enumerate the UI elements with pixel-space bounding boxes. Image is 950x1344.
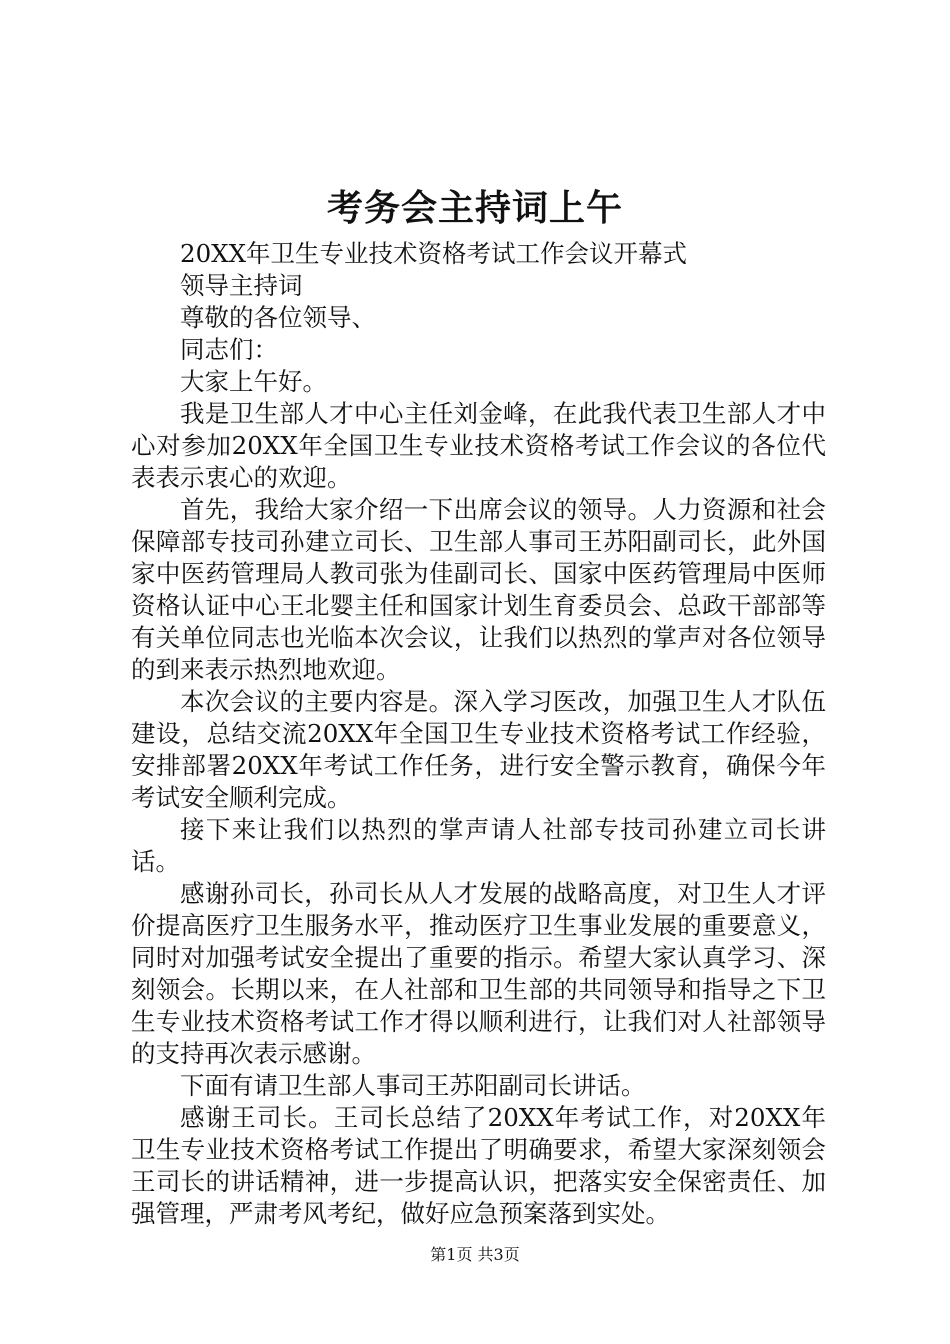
paragraph-meeting-name: 20XX年卫生专业技术资格考试工作会议开幕式 [180, 239, 688, 268]
paragraph-thank-wang: 感谢王司长。王司长总结了20XX年考试工作，对20XX年卫生专业技术资格考试工作提出了明确要求，希望大家深刻领会王司长的讲话精神，进一步提高认识，把落实安全保密责任、加强管理，严肃考风考纪，做好应急预案落到实处。 [131, 1103, 826, 1228]
paragraph-salutation-comrades: 同志们： [180, 335, 278, 364]
paragraph-welcome: 我是卫生部人才中心主任刘金峰，在此我代表卫生部人才中心对参加20XX年全国卫生专业技术资格考试工作会议的各位代表表示衷心的欢迎。 [131, 399, 826, 492]
paragraph-thank-sun: 感谢孙司长，孙司长从人才发展的战略高度，对卫生人才评价提高医疗卫生服务水平，推动医疗卫生事业发展的重要意义，同时对加强考试安全提出了重要的指示。希望大家认真学习、深刻领会。长期以来，在人社部和卫生部的共同领导和指导之下卫生专业技术资格考试工作才得以顺利进行，让我们对人社部领导的支持再次表示感谢。 [131, 879, 826, 1068]
document-title: 考务会主持词上午 [326, 187, 623, 229]
paragraph-greeting: 大家上午好。 [180, 367, 327, 396]
paragraph-meeting-content: 本次会议的主要内容是。深入学习医改，加强卫生人才队伍建设，总结交流20XX年全国卫生专业技术资格考试工作经验，安排部署20XX年考试工作任务，进行安全警示教育，确保今年考试安全顺利完成。 [131, 687, 826, 812]
document-body [131, 238, 826, 1230]
paragraph-invite-wang: 下面有请卫生部人事司王苏阳副司长讲话。 [180, 1071, 646, 1100]
paragraph-introduce-leaders: 首先，我给大家介绍一下出席会议的领导。人力资源和社会保障部专技司孙建立司长、卫生部人事司王苏阳副司长，此外国家中医药管理局人教司张为佳副司长、国家中医药管理局中医师资格认证中心王北婴主任和国家计划生育委员会、总政干部部等有关单位同志也光临本次会议，让我们以热烈的掌声对各位领导的到来表示热烈地欢迎。 [131, 495, 826, 684]
paragraph-host-speech: 领导主持词 [180, 271, 303, 300]
paragraph-invite-sun: 接下来让我们以热烈的掌声请人社部专技司孙建立司长讲话。 [131, 815, 826, 876]
paragraph-salutation-leaders: 尊敬的各位领导、 [180, 303, 376, 332]
page-number: 第1页 共3页 [430, 1245, 520, 1264]
